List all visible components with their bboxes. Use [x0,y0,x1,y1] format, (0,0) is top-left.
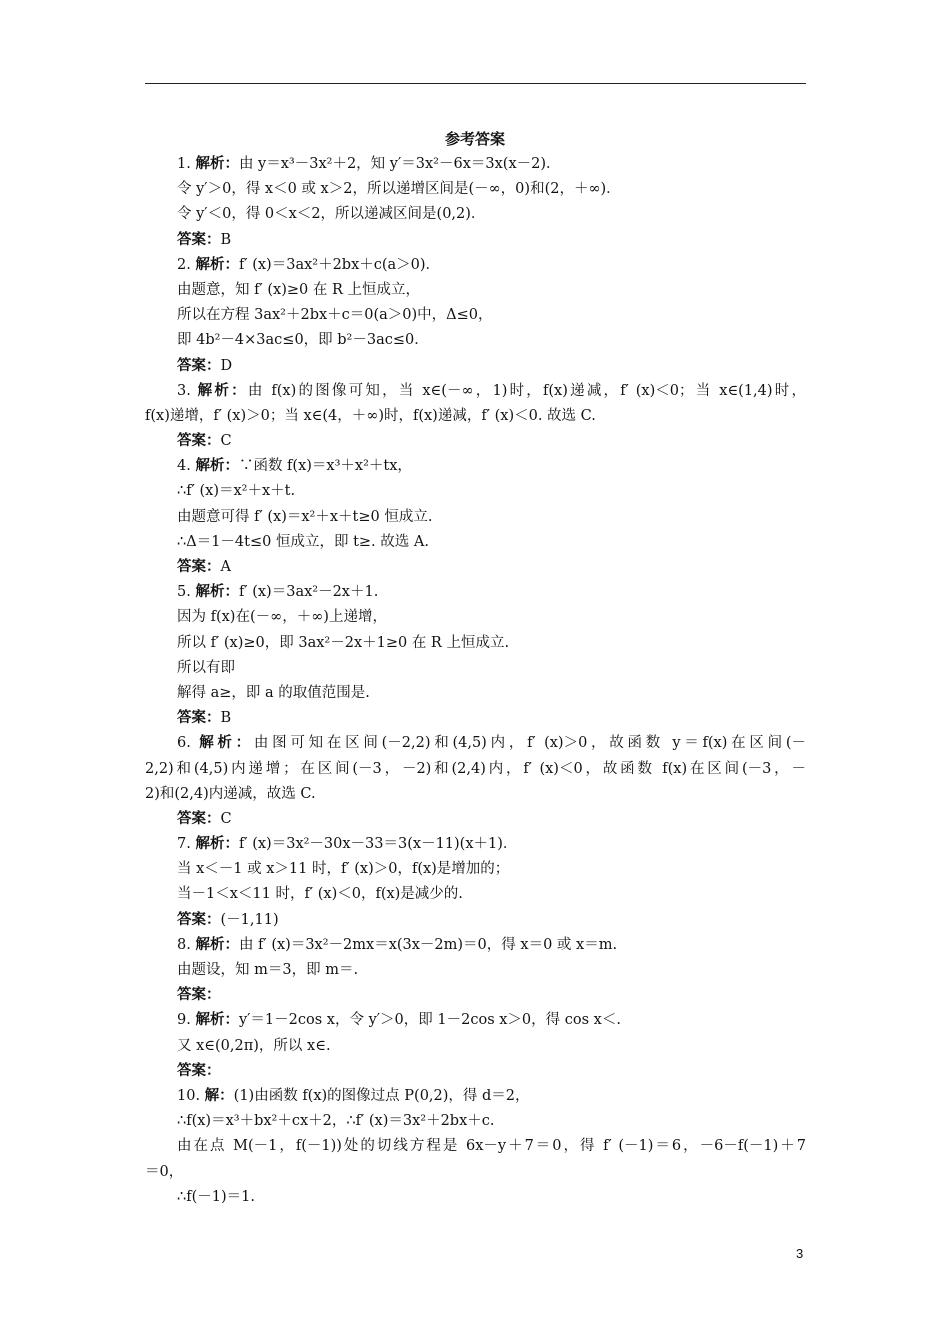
answer-line [145,1084,806,1109]
question-number: 8. [177,936,196,953]
answer-line [145,152,806,177]
answer-line [145,882,806,907]
line-text: 2)和(2,4)内递减，故选 C. [145,785,316,802]
line-text: f(x)递增，f′ (x)＞0；当 x∈(4，＋∞)时，f(x)递减，f′ (x)＜0. 故选 C. [145,407,596,424]
line-text: y′＝1－2cos x，令 y′＞0，即 1－2cos x＞0，得 cos x＜. [238,1012,621,1029]
line-text: 令 y′＞0，得 x＜0 或 x＞2，所以递增区间是(－∞，0)和(2，＋∞)． [177,181,621,198]
line-text: 2,2)和(4,5)内递增；在区间(－3，－2)和(2,4)内，f′ (x)＜0，故函数 f(x)在区间(－3，－ [145,760,806,777]
line-text: 解得 a≥，即 a 的取值范围是. [177,684,370,701]
line-text: B [220,710,232,727]
answer-line [145,908,806,933]
line-text: 因为 f(x)在(－∞，＋∞)上递增， [177,609,387,626]
line-text: 所以在方程 3ax²＋2bx＋c＝0(a＞0)中，Δ≤0， [177,307,493,324]
bold-label: 解： [204,1087,234,1104]
bold-label: 答案： [177,987,221,1004]
answer-line [145,807,806,832]
line-text: B [220,231,232,248]
answer-line [145,379,806,404]
line-text: (－1,11) [220,911,279,928]
line-text: 所以有即 [177,659,235,676]
line-text: 由在点 M(－1，f(－1))处的切线方程是 6x－y＋7＝0，得 f′ (－1)＝6，－6－f(－1)＋7 [177,1138,806,1155]
answer-line [145,1034,806,1059]
answer-line [145,479,806,504]
line-text: ∵函数 f(x)＝x³＋x²＋tx， [238,458,412,475]
line-text: 所以 f′ (x)≥0，即 3ax²－2x＋1≥0 在 R 上恒成立. [177,634,510,651]
line-text: 又 x∈(0,2π)，所以 x∈. [177,1037,331,1054]
line-text: 当－1＜x＜11 时，f′ (x)＜0，f(x)是减少的. [177,886,463,903]
line-text: A [220,559,231,575]
answer-body [145,152,806,1210]
answer-line [145,202,806,227]
question-number: 9. [177,1012,196,1029]
page-title: 参考答案 [444,130,505,148]
bold-label: 答案： [177,810,221,827]
answer-line [145,278,806,303]
answer-line [145,983,806,1008]
line-text: f′ (x)＝3ax²－2x＋1. [238,584,379,601]
answer-line [145,731,806,756]
bold-label: 答案： [177,433,221,450]
line-text: D [220,357,233,374]
line-text: ∴f(x)＝x³＋bx²＋cx＋2，∴f′ (x)＝3x²＋2bx＋c. [177,1113,495,1130]
answer-line [145,782,806,807]
answer-line [145,555,806,580]
bold-label: 答案： [177,911,221,928]
bold-label: 解析： [197,382,248,399]
bold-label: 解析： [195,584,239,601]
answer-line [145,228,806,253]
line-text: 由题设，知 m＝3，即 m＝. [177,962,359,978]
answer-line [145,681,806,706]
answer-line [145,354,806,379]
question-number: 10. [177,1087,205,1104]
answer-line [145,706,806,731]
line-text: 由题意，知 f′ (x)≥0 在 R 上恒成立， [177,281,420,298]
answer-line [145,454,806,479]
question-number: 7. [177,836,196,853]
line-text: (1)由函数 f(x)的图像过点 P(0,2)，得 d＝2， [233,1087,530,1104]
bold-label: 解析： [199,735,254,752]
question-number: 6. [177,735,200,752]
answer-line [145,857,806,882]
answer-line [145,429,806,454]
answer-line [145,656,806,681]
question-number: 1. [177,156,196,172]
line-text: 当 x＜－1 或 x＞11 时，f′ (x)＞0，f(x)是增加的； [177,861,510,878]
line-text: ∴f′ (x)＝x²＋x＋t. [177,483,296,500]
answer-line [145,933,806,958]
page-number: 3 [796,1246,804,1261]
line-text: 由 y＝x³－3x²＋2，知 y′＝3x²－6x＝3x(x－2)． [238,156,561,172]
answer-line [145,177,806,202]
line-text: 由题意可得 f′ (x)＝x²＋x＋t≥0 恒成立. [177,508,433,525]
answer-line [145,1109,806,1134]
question-number: 4. [177,458,196,475]
bold-label: 答案： [177,559,221,575]
bold-label: 解析： [195,836,239,853]
header-rule [145,83,806,84]
answer-line [145,1134,806,1159]
question-number: 5. [177,584,196,601]
bold-label: 解析： [195,256,239,273]
line-text: 即 4b²－4×3ac≤0，即 b²－3ac≤0． [177,332,429,349]
answer-line [145,605,806,630]
answer-line [145,631,806,656]
answer-line [145,832,806,857]
answer-line [145,580,806,605]
answer-line [145,757,806,782]
answer-line [145,328,806,353]
line-text: 由图可知在区间(－2,2)和(4,5)内，f′ (x)＞0，故函数 y＝f(x)在区间(－ [253,735,807,752]
answer-line [145,1160,806,1185]
bold-label: 答案： [177,357,221,374]
line-text: 由 f(x)的图像可知，当 x∈(－∞，1)时，f(x)递减，f′ (x)＜0；当 x∈(1,4)时， [247,382,806,399]
line-text: ∴Δ＝1－4t≤0 恒成立，即 t≥. 故选 A. [177,533,429,550]
line-text: ∴f(－1)＝1. [177,1188,255,1205]
line-text: 由 f′ (x)＝3x²－2mx＝x(3x－2m)＝0，得 x＝0 或 x＝m. [238,936,618,953]
line-text: C [220,433,232,450]
answer-line [145,530,806,555]
bold-label: 解析： [195,156,239,172]
line-text: 令 y′＜0，得 0＜x＜2，所以递减区间是(0,2)． [177,206,486,223]
answer-line [145,958,806,983]
answer-line [145,1008,806,1033]
answer-line [145,1059,806,1084]
line-text: ＝0， [145,1163,184,1180]
bold-label: 解析： [195,458,239,475]
bold-label: 答案： [177,1062,221,1079]
question-number: 3. [177,382,198,399]
question-number: 2. [177,256,196,273]
bold-label: 解析： [195,936,239,953]
line-text: f′ (x)＝3ax²＋2bx＋c(a＞0)． [238,256,441,273]
answer-line [145,303,806,328]
line-text: C [220,810,232,827]
bold-label: 答案： [177,231,221,248]
bold-label: 解析： [195,1012,239,1029]
answer-line [145,404,806,429]
line-text: f′ (x)＝3x²－30x－33＝3(x－11)(x＋1)． [238,836,518,853]
bold-label: 答案： [177,710,221,727]
answer-line [145,1185,806,1210]
answer-line [145,253,806,278]
answer-line [145,505,806,530]
